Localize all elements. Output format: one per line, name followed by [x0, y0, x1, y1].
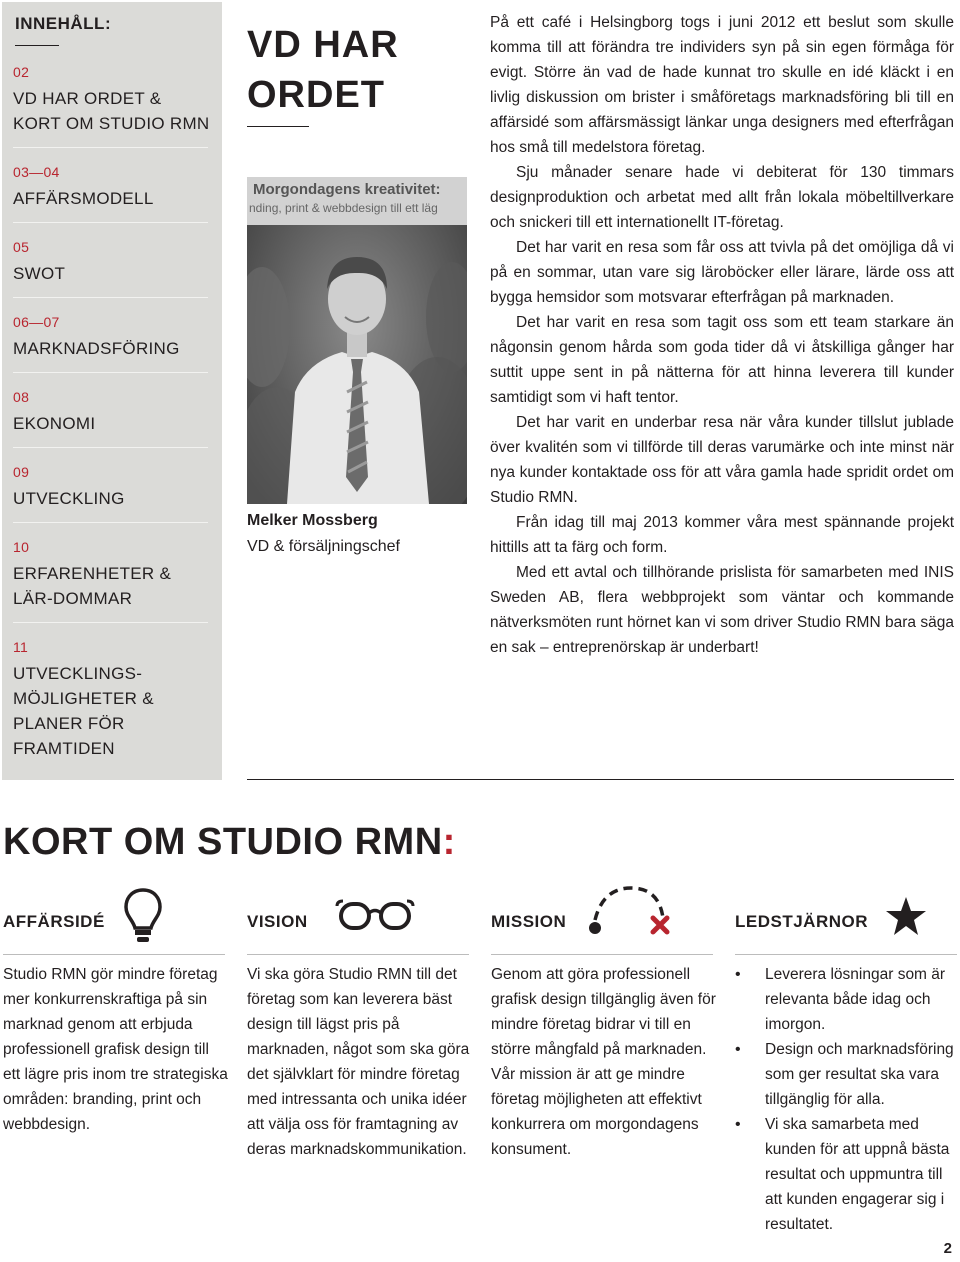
letter-paragraph: Det har varit en underbar resa när våra kunder tillslut jublade över kvalitén som vi tillförde till deras varumärke och inte minst när nya kunder kontaktade oss för att våra gamla hade spridit ordet om Studio RMN. [490, 414, 954, 506]
vision-text: Vi ska göra Studio RMN till det företag som kan leverera bäst design till lägst pris på marknaden, något som ska göra det självklart för mindre företag med intressanta och unika idéer att välja oss för framtagning av deras marknadskommunikation. [247, 966, 470, 1158]
toc-entry-number: 06—07 [13, 314, 60, 330]
column-rule [735, 954, 957, 955]
toc-divider [13, 522, 208, 523]
toc-divider [13, 222, 208, 223]
toc-entry[interactable] [13, 163, 213, 211]
toc-entry-number: 09 [13, 464, 30, 480]
toc-entry[interactable] [13, 63, 213, 136]
mission-heading: MISSION [491, 912, 567, 931]
ceo-letter [490, 10, 954, 660]
toc-entry-label: AFFÄRSMODELL [13, 189, 154, 208]
toc-entry-label: UTVECKLING [13, 489, 125, 508]
toc-entry[interactable] [13, 238, 213, 286]
page-number: 2 [943, 1240, 952, 1257]
letter-paragraph: Med ett avtal och tillhörande prislista för samarbeten med INIS Sweden AB, flera webbprojekt som väntar och kommande nätverksmöten runt hörnet kan vi som driver Studio RMN bara säga en sak – entreprenörskap är underbart! [490, 564, 954, 656]
vd-title-line: VD HAR [247, 24, 399, 66]
column-rule [491, 954, 713, 955]
toc-divider [13, 297, 208, 298]
ceo-name: Melker Mossberg [247, 512, 378, 529]
list-item: • Design och marknadsföring som ger resultat ska vara tillgänglig för alla. [735, 1037, 960, 1112]
column-rule [3, 954, 225, 955]
toc-entry-number: 08 [13, 389, 30, 405]
ledstjarnor-list [735, 962, 960, 1237]
toc-entry[interactable] [13, 388, 213, 436]
toc-entry-label: UTVECKLINGS-MÖJLIGHETER & PLANER FÖR FRAMTIDEN [13, 664, 154, 758]
toc-entry-number: 05 [13, 239, 30, 255]
letter-paragraph: Sju månader senare hade vi debiterat för 130 timmars designproduktion och arbetat med allt från lokala möbeltillverkare och snickeri till ett internationellt IT-företag. [490, 164, 954, 231]
toc-entry-number: 02 [13, 64, 30, 80]
kort-om-title [3, 820, 456, 864]
toc-title-rule [15, 45, 59, 46]
toc-entry-label: SWOT [13, 264, 66, 283]
toc-entry-label: EKONOMI [13, 414, 96, 433]
ceo-photo [247, 177, 467, 504]
letter-paragraph: Det har varit en resa som får oss att tvivla på det omöjliga då vi på en sommar, utan vare sig läroböcker eller lärare, lärde oss att bygga hemsidor som motsvarar efterfrågan på marknaden. [490, 239, 954, 306]
vd-section-title [247, 20, 399, 120]
lightbulb-icon [123, 886, 163, 949]
affarside-heading: AFFÄRSIDÉ [3, 912, 105, 931]
toc-entry[interactable] [13, 463, 213, 511]
column-rule [247, 954, 469, 955]
toc-entry-number: 11 [13, 639, 29, 655]
toc-divider [13, 447, 208, 448]
dotted-path-target-icon [585, 882, 671, 945]
photo-banner-text: nding, print & webbdesign till ett läg [249, 201, 438, 215]
mission-text: Genom att göra professionell grafisk design tillgänglig även för mindre företag bidrar vi till en större mångfald på marknaden. Vår mission är att ge mindre företag möjligheten att effektivt konkurrera om morgondagens konsument. [491, 966, 716, 1158]
ledstjarnor-heading: LEDSTJÄRNOR [735, 912, 869, 931]
letter-paragraph: På ett café i Helsingborg togs i juni 2012 ett beslut som skulle komma till att förändra tre individers syn på sin egen förmåga för evigt. Större än vad de hade kunnat tro skulle en idé kläckt i en livlig diskussion om brister i småföretags marknadsföring bli till en affärsidé som affärsmässigt länkar unga designers med efterfrågan hos små till medelstora företag. [490, 14, 954, 156]
toc-title: INNEHÅLL: [15, 14, 112, 33]
ceo-role: VD & försäljningschef [247, 538, 400, 555]
letter-paragraph: Det har varit en resa som tagit oss som ett team starkare än någonsin genom hårda som goda tider då vi åtskilliga gånger har suttit uppe sent in på nätterna för att hinna leverera till kunder samtidigt som vi haft tentor. [490, 314, 954, 406]
kort-om-title-text: KORT OM STUDIO RMN [3, 821, 443, 863]
section-divider [247, 779, 954, 780]
toc-divider [13, 372, 208, 373]
vision-heading: VISION [247, 912, 308, 931]
photo-banner-text: Morgondagens kreativitet: [253, 181, 441, 198]
toc-entry[interactable] [13, 538, 213, 611]
list-item: • Vi ska samarbeta med kunden för att uppnå bästa resultat och uppmuntra till att kunden engagerar sig i resultatet. [735, 1112, 960, 1237]
toc-entry[interactable] [13, 313, 213, 361]
star-icon [885, 896, 927, 941]
toc-divider [13, 622, 208, 623]
toc-entry-label: MARKNADSFÖRING [13, 339, 180, 358]
toc-entry-number: 03—04 [13, 164, 60, 180]
letter-paragraph: Från idag till maj 2013 kommer våra mest spännande projekt hittills att ta färg och form. [490, 514, 954, 556]
kort-om-title-colon: : [442, 821, 456, 863]
vd-title-rule [247, 126, 309, 127]
toc-entry-label: ERFARENHETER & LÄR-DOMMAR [13, 564, 172, 608]
toc-entry-number: 10 [13, 539, 30, 555]
toc-entry-label: VD HAR ORDET & KORT OM STUDIO RMN [13, 89, 210, 133]
toc-entry[interactable] [13, 638, 213, 761]
vd-title-line: ORDET [247, 74, 385, 116]
glasses-icon [335, 898, 415, 937]
affarside-text: Studio RMN gör mindre företag mer konkurrenskraftiga på sin marknad genom att erbjuda professionell grafisk design till ett lägre pris inom tre strategiska områden: branding, print och webbdesign. [3, 966, 228, 1133]
list-item: • Leverera lösningar som är relevanta både idag och imorgon. [735, 962, 960, 1037]
toc-divider [13, 147, 208, 148]
